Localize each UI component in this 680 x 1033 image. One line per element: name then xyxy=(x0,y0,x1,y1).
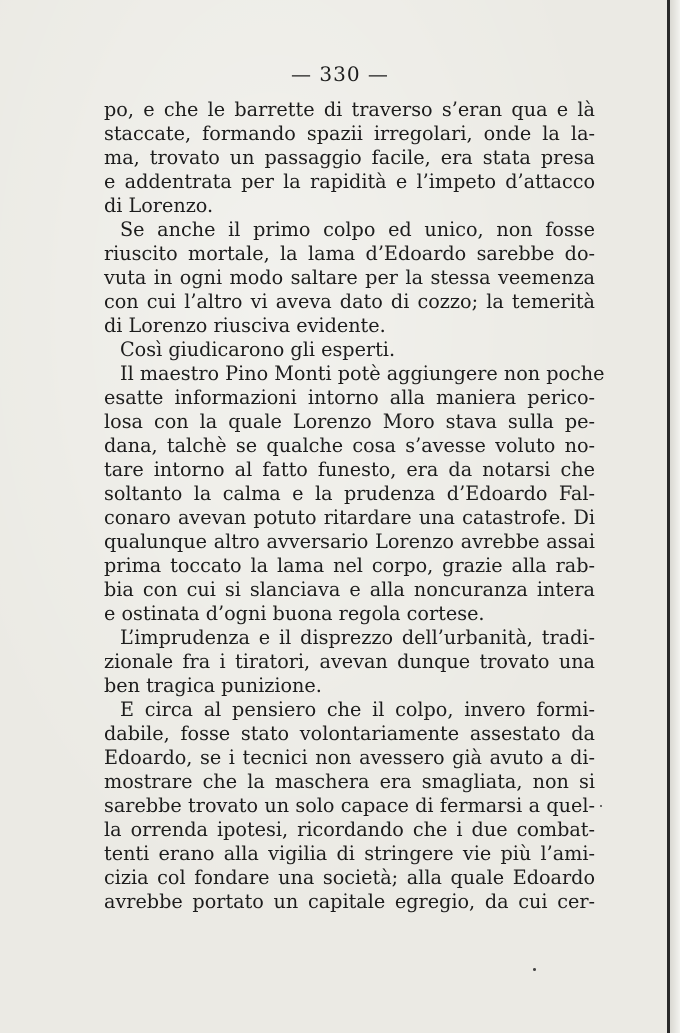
text-line: bia con cui si slanciava e alla noncuranza intera xyxy=(104,578,595,601)
text-line: vuta in ogni modo saltare per la stessa veemenza xyxy=(104,266,595,289)
text-line: mostrare che la maschera era smagliata, non si xyxy=(104,770,595,793)
text-line: cizia col fondare una società; alla quale Edoardo xyxy=(104,866,595,889)
text-line: L’imprudenza e il disprezzo dell’urbanità, tradi- xyxy=(120,626,595,649)
text-line: zionale fra i tiratori, avevan dunque trovato una xyxy=(104,650,595,673)
text-line: riuscito mortale, la lama d’Edoardo sarebbe do- xyxy=(104,242,595,265)
page-edge-shadow xyxy=(670,0,680,1033)
text-line: Il maestro Pino Monti potè aggiungere non poche xyxy=(120,362,605,385)
text-line: Edoardo, se i tecnici non avessero già avuto a di- xyxy=(104,746,595,769)
text-line: conaro avevan potuto ritardare una catastrofe. Di xyxy=(104,506,595,529)
text-line: tare intorno al fatto funesto, era da notarsi che xyxy=(104,458,595,481)
text-line: esatte informazioni intorno alla maniera perico- xyxy=(104,386,595,409)
text-line: soltanto la calma e la prudenza d’Edoardo Fal- xyxy=(104,482,595,505)
text-line: sarebbe trovato un solo capace di fermarsi a quel- xyxy=(104,794,595,817)
text-line: dana, talchè se qualche cosa s’avesse voluto no- xyxy=(104,434,595,457)
ink-speck xyxy=(533,968,536,971)
text-line: tenti erano alla vigilia di stringere vie più l’ami- xyxy=(104,842,595,865)
text-line: con cui l’altro vi aveva dato di cozzo; la temerità xyxy=(104,290,595,313)
text-line: ma, trovato un passaggio facile, era stata presa xyxy=(104,146,595,169)
text-line: E circa al pensiero che il colpo, invero formi- xyxy=(120,698,595,721)
page-edge-line xyxy=(667,0,670,1033)
text-line: e addentrata per la rapidità e l’impeto d’attacco xyxy=(104,170,595,193)
text-line: dabile, fosse stato volontariamente assestato da xyxy=(104,722,595,745)
text-line: la orrenda ipotesi, ricordando che i due combat- xyxy=(104,818,595,841)
text-line: Se anche il primo colpo ed unico, non fosse xyxy=(120,218,595,241)
text-line: Così giudicarono gli esperti. xyxy=(120,338,396,361)
text-line: ben tragica punizione. xyxy=(104,674,322,697)
text-line: e ostinata d’ogni buona regola cortese. xyxy=(104,602,485,625)
text-line: di Lorenzo. xyxy=(104,194,214,217)
text-line: staccate, formando spazii irregolari, onde la la- xyxy=(104,122,595,145)
text-line: di Lorenzo riusciva evidente. xyxy=(104,314,386,337)
ink-speck xyxy=(600,805,602,807)
body-text xyxy=(104,98,605,914)
text-line: qualunque altro avversario Lorenzo avrebbe assai xyxy=(104,530,595,553)
text-line: losa con la quale Lorenzo Moro stava sulla pe- xyxy=(104,410,595,433)
page-number: — 330 — xyxy=(291,62,389,86)
text-line: prima toccato la lama nel corpo, grazie alla rab- xyxy=(104,554,595,577)
text-line: avrebbe portato un capitale egregio, da cui cer- xyxy=(104,890,595,913)
text-line: po, e che le barrette di traverso s’eran qua e là xyxy=(104,98,595,121)
